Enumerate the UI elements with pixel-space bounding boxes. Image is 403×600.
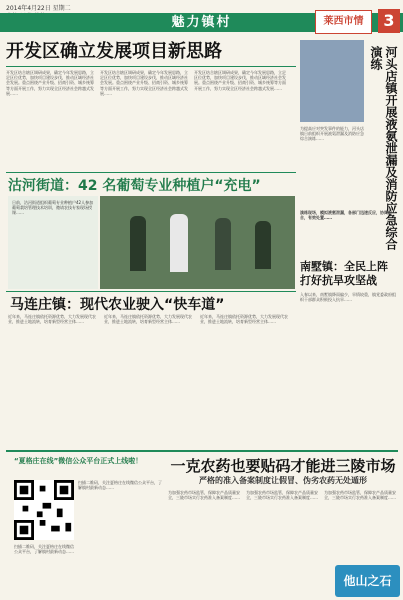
- person-figure: [215, 218, 231, 270]
- lead-body-col1: 开发区结合辖区调研成果，确定今年发展思路，立足区位优势，加快项目建设步伐，推动区域经济社会发展。重点围绕产业升级、招商引资、城乡统筹等方面开展工作，努力实现全区经济社会跨越式发展……: [6, 70, 94, 96]
- divider: [6, 66, 296, 67]
- person-figure: [170, 214, 188, 272]
- bottom-body-col2: 为加强农药市场监管，保障农产品质量安全，三陵市场实行农药准入备案制度……: [246, 490, 318, 501]
- right-vertical-headline: 河头店镇开展液氨泄漏及消防应急综合演练: [369, 46, 398, 250]
- right-caption: 演练现场，模拟液氨泄漏，各部门迅速反应，协同配合，有效处置……: [300, 210, 392, 221]
- wechat-headline: “夏格庄在线”微信公众平台正式上线啦！: [14, 457, 143, 465]
- malianzhuang-col3: 近年来，马连庄镇依托资源优势，大力发展现代农业，推进土地流转，培育新型经营主体……: [200, 314, 288, 325]
- nanwu-body: 入春以来，南墅镇降雨偏少，旱情较重，镇党委政府组织干部群众积极投入抗旱……: [300, 292, 396, 303]
- divider: [6, 450, 398, 452]
- lead-body-col3: 开发区结合辖区调研成果，确定今年发展思路，立足区位优势，加快项目建设步伐，推动区域经济社会发展。重点围绕产业升级、招商引资、城乡统筹等方面开展工作，努力实现全区经济社会跨越式发展……: [194, 70, 286, 91]
- second-headline: 沽河街道：42 名葡萄专业种植户“充电”: [8, 178, 261, 194]
- page-number: 3: [378, 9, 400, 33]
- bottom-headline: 一克农药也要贴码才能进三陵市场: [170, 457, 396, 475]
- right-body: 为提高应对突发事件的能力，河头店镇日前组织开展液氨泄漏及消防应急综合演练……: [300, 126, 364, 142]
- wechat-body-extra: 扫描二维码，关注夏格庄在线微信公众平台，了解镇村最新动态……: [14, 544, 74, 555]
- section-tag: 莱西市情: [315, 10, 372, 34]
- qr-code[interactable]: [14, 480, 74, 540]
- date-line: 2014年4月22日 星期二: [6, 5, 71, 12]
- second-caption: 日前，沽河街道组织葡萄专业种植户42人参加葡萄栽培管理技术培训，邀请农技专家现场授课……: [8, 196, 98, 289]
- right-top-photo: [300, 40, 364, 122]
- masthead-title: 魅力镇村: [171, 15, 232, 30]
- lead-headline: 开发区确立发展项目新思路: [6, 41, 222, 62]
- malianzhuang-col2: 近年来，马连庄镇依托资源优势，大力发展现代农业，推进土地流转，培育新型经营主体……: [104, 314, 192, 325]
- person-figure: [255, 221, 271, 269]
- divider: [6, 172, 296, 173]
- bottom-body-col1: 为加强农药市场监管，保障农产品质量安全，三陵市场实行农药准入备案制度……: [168, 490, 240, 501]
- bottom-subheadline: 严格的准入备案制度让假冒、伪劣农药无处遁形: [199, 476, 367, 485]
- nanwu-headline: 南墅镇：全民上阵打好抗旱攻坚战: [300, 260, 388, 287]
- wechat-body: 扫描二维码，关注夏格庄在线微信公众平台，了解镇村最新动态……: [78, 480, 162, 491]
- divider: [6, 291, 296, 292]
- person-figure: [130, 216, 146, 271]
- column-logo-text: 他山之石: [343, 574, 392, 588]
- bottom-body-col3: 为加强农药市场监管，保障农产品质量安全，三陵市场实行农药准入备案制度……: [324, 490, 396, 501]
- vineyard-photo: [100, 196, 295, 289]
- lead-body-col2: 开发区结合辖区调研成果，确定今年发展思路，立足区位优势，加快项目建设步伐，推动区域经济社会发展。重点围绕产业升级、招商引资、城乡统筹等方面开展工作，努力实现全区经济社会跨越式发展……: [100, 70, 188, 96]
- malianzhuang-col1: 近年来，马连庄镇依托资源优势，大力发展现代农业，推进土地流转，培育新型经营主体……: [8, 314, 96, 325]
- malianzhuang-headline: 马连庄镇：现代农业驶入“快车道”: [10, 297, 225, 313]
